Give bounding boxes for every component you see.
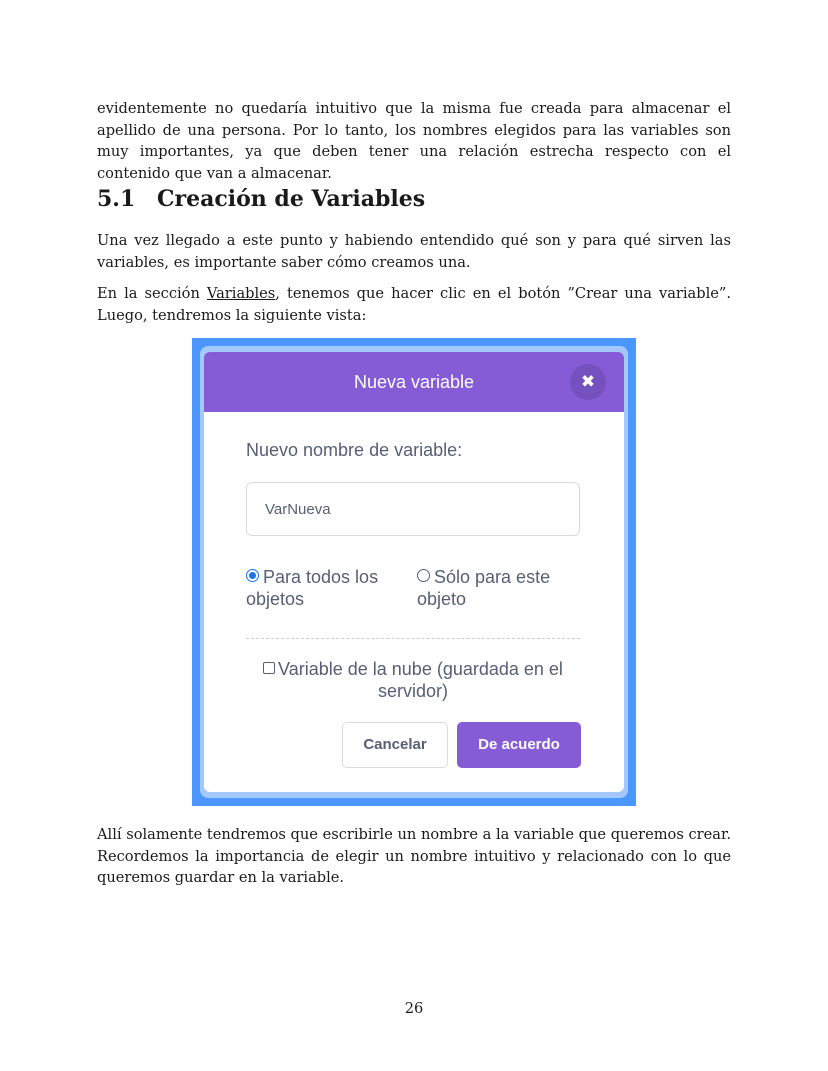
dialog-title: Nueva variable [353, 372, 475, 392]
dialog-frame [200, 346, 628, 798]
section-heading [97, 184, 425, 214]
dialog-screenshot-figure [192, 338, 636, 806]
section-title: Creación de Variables [157, 186, 426, 212]
paragraph-intro: evidentemente no quedaría intuitivo que la misma fue creada para almacenar el apellido de una persona. Por lo tanto, los nombres elegidos para las variables son muy importantes, ya que deben tener una relación estrecha respecto con el contenido que van a almacenar. [97, 100, 731, 182]
close-button[interactable] [570, 364, 606, 400]
paragraph-instructions-end: , tenemos que hacer clic en el botón ”Crear una variable”. Luego, tendremos la siguiente vista: [97, 285, 731, 324]
dialog-header [204, 352, 624, 412]
variable-name-label: Nuevo nombre de variable: [246, 440, 463, 460]
variable-name-input[interactable] [246, 482, 580, 536]
radio-unchecked-icon [417, 569, 430, 582]
radio-all-sprites-label: Para todos los objetos [246, 567, 379, 609]
section-number: 5.1 [97, 186, 136, 212]
checkbox-icon [263, 662, 275, 674]
radio-this-sprite[interactable] [417, 566, 577, 610]
radio-checked-icon [246, 569, 259, 582]
ok-button[interactable]: De acuerdo [457, 722, 581, 768]
paragraph-instructions-start: En la sección [97, 285, 207, 302]
radio-all-sprites[interactable] [246, 566, 396, 610]
divider [246, 638, 580, 639]
radio-this-sprite-label: Sólo para este objeto [417, 567, 551, 609]
paragraph-conclusion: Allí solamente tendremos que escribirle un nombre a la variable que queremos crear. Recordemos la importancia de elegir un nombre intuitivo y relacionado con lo que queremos guardar en la variable. [97, 826, 731, 886]
cloud-variable-checkbox[interactable] [246, 658, 580, 702]
page-number: 26 [404, 1000, 424, 1017]
cloud-variable-label: Variable de la nube (guardada en el servidor) [278, 659, 563, 701]
cancel-button[interactable]: Cancelar [342, 722, 448, 768]
close-icon: ✖ [580, 372, 596, 391]
new-variable-dialog [204, 352, 624, 792]
variables-section-reference: Variables [206, 285, 276, 302]
paragraph-explanation: Una vez llegado a este punto y habiendo entendido qué son y para qué sirven las variables, es importante saber cómo creamos una. [97, 232, 731, 271]
paragraph-instructions [97, 283, 731, 326]
